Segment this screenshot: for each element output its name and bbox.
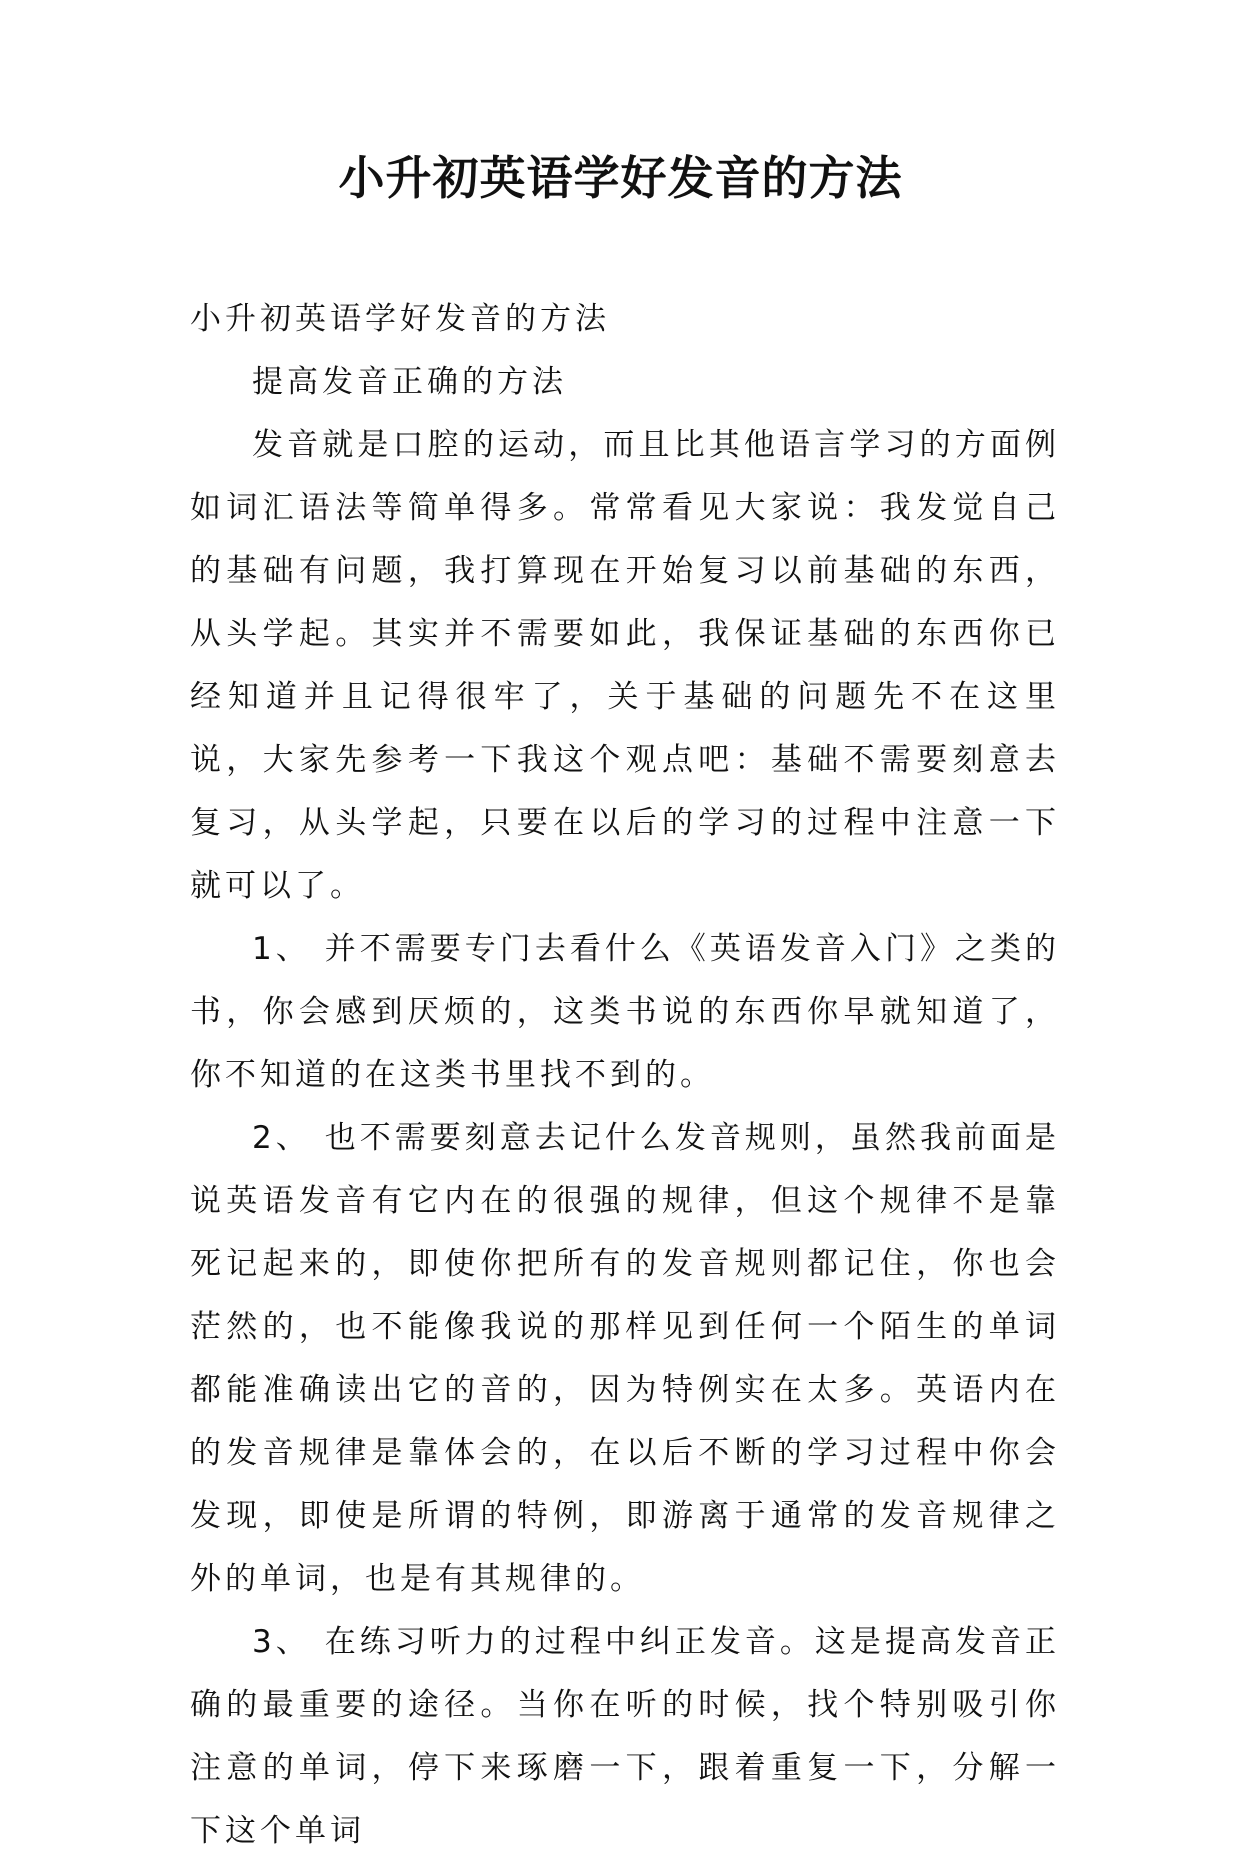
- list-item: [190, 1611, 1060, 1863]
- list-item-number: 1、: [252, 931, 311, 967]
- list-item-number: 3、: [252, 1624, 311, 1660]
- document-body: [190, 288, 1060, 1863]
- list-item-text: 在练习听力的过程中纠正发音。这是提高发音正确的最重要的途径。当你在听的时候，找个特别吸引你注意的单词，停下来琢磨一下，跟着重复一下，分解一下这个单词: [190, 1624, 1060, 1849]
- list-item-text: 并不需要专门去看什么《英语发音入门》之类的书，你会感到厌烦的，这类书说的东西你早就知道了，你不知道的在这类书里找不到的。: [190, 931, 1060, 1093]
- document-title: 小升初英语学好发音的方法: [338, 151, 903, 205]
- list-item: [190, 1107, 1060, 1611]
- list-item-number: 2、: [252, 1120, 311, 1156]
- section-heading: 提高发音正确的方法: [252, 364, 567, 400]
- list-item-text: 也不需要刻意去记什么发音规则，虽然我前面是说英语发音有它内在的很强的规律，但这个规律不是靠死记起来的，即使你把所有的发音规则都记住，你也会茫然的，也不能像我说的那样见到任何一个陌生的单词都能准确读出它的音的，因为特例实在太多。英语内在的发音规律是靠体会的，在以后不断的学习过程中你会发现，即使是所谓的特例，即游离于通常的发音规律之外的单词，也是有其规律的。: [190, 1120, 1060, 1597]
- document-subtitle: 小升初英语学好发音的方法: [190, 301, 610, 337]
- intro-paragraph: 发音就是口腔的运动，而且比其他语言学习的方面例如词汇语法等简单得多。常常看见大家说：我发觉自己的基础有问题，我打算现在开始复习以前基础的东西，从头学起。其实并不需要如此，我保证基础的东西你已经知道并且记得很牢了，关于基础的问题先不在这里说，大家先参考一下我这个观点吧：基础不需要刻意去复习，从头学起，只要在以后的学习的过程中注意一下就可以了。: [190, 427, 1060, 904]
- list-item: [190, 918, 1060, 1107]
